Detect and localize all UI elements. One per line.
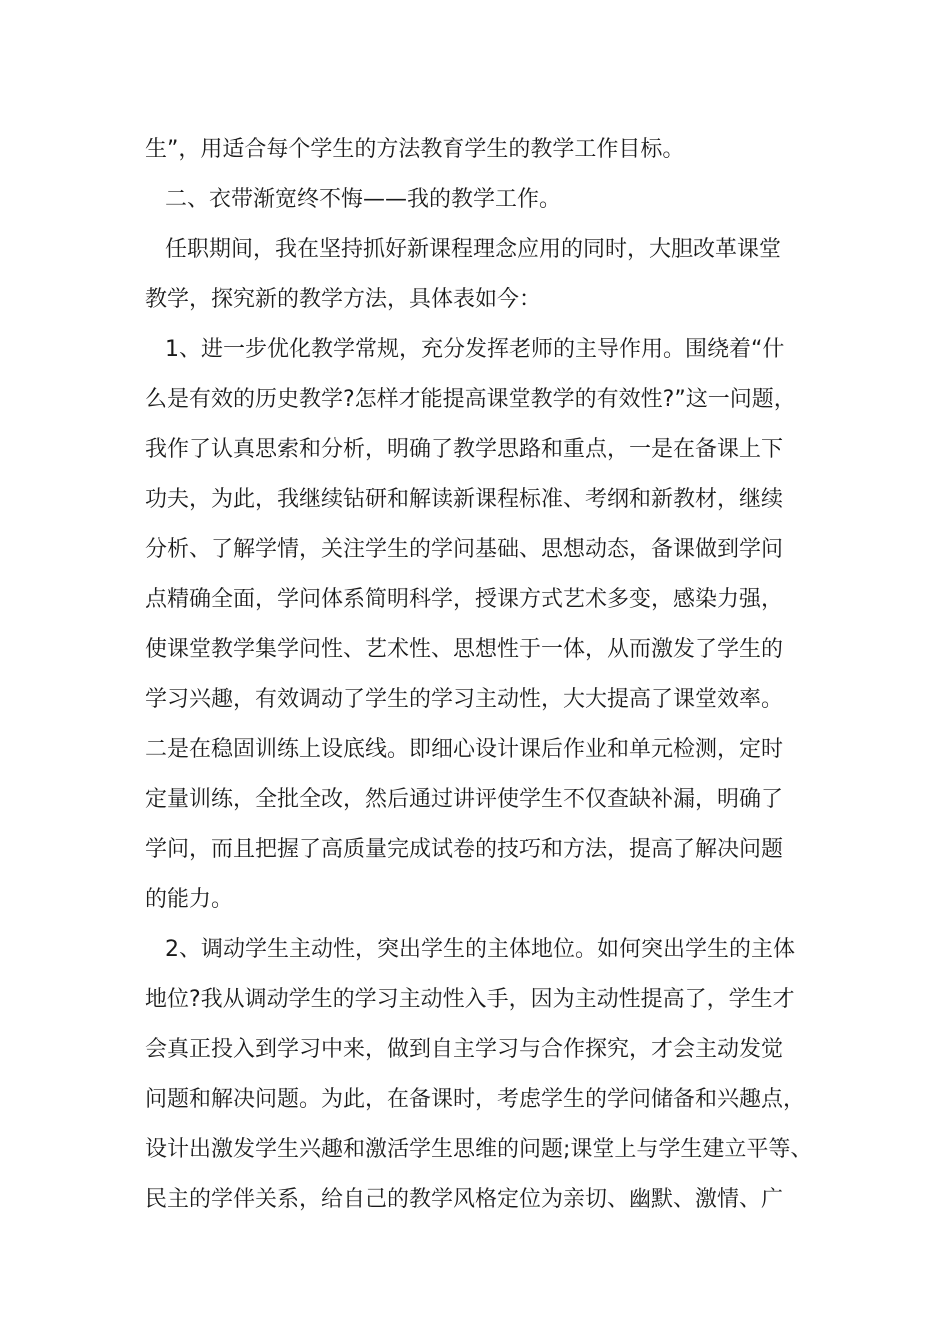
text-line-4: 教学，探究新的教学方法，具体表如今： xyxy=(145,287,542,312)
text-line-3: 任职期间，我在坚持抓好新课程理念应用的同时，大胆改革课堂 xyxy=(165,237,782,262)
text-line-15: 学问，而且把握了高质量完成试卷的技巧和方法，提高了解决问题 xyxy=(145,837,784,862)
text-line-12: 学习兴趣，有效调动了学生的学习主动性，大大提高了课堂效率。 xyxy=(145,687,784,712)
text-line-5: 1、进一步优化教学常规，充分发挥老师的主导作用。围绕着“什 xyxy=(165,337,785,362)
text-line-6: 么是有效的历史教学?怎样才能提高课堂教学的有效性?”这一问题， xyxy=(145,387,796,412)
text-line-18: 地位?我从调动学生的学习主动性入手，因为主动性提高了，学生才 xyxy=(145,987,795,1012)
text-line-8: 功夫，为此，我继续钻研和解读新课程标准、考纲和新教材，继续 xyxy=(145,487,784,512)
text-line-14: 定量训练，全批全改，然后通过讲评使学生不仅查缺补漏，明确了 xyxy=(145,787,784,812)
text-line-13: 二是在稳固训练上设底线。即细心设计课后作业和单元检测，定时 xyxy=(145,737,784,762)
text-line-16: 的能力。 xyxy=(145,887,234,912)
text-line-22: 民主的学伴关系，给自己的教学风格定位为亲切、幽默、激情、广 xyxy=(145,1187,784,1212)
text-line-21: 设计出激发学生兴趣和激活学生思维的问题;课堂上与学生建立平等、 xyxy=(145,1137,813,1162)
text-line-17: 2、调动学生主动性，突出学生的主体地位。如何突出学生的主体 xyxy=(165,937,795,962)
text-line-9: 分析、了解学情，关注学生的学问基础、思想动态，备课做到学问 xyxy=(145,537,784,562)
text-line-10: 点精确全面，学问体系简明科学，授课方式艺术多变，感染力强， xyxy=(145,587,784,612)
text-line-7: 我作了认真思索和分析，明确了教学思路和重点，一是在备课上下 xyxy=(145,437,784,462)
text-line-11: 使课堂教学集学问性、艺术性、思想性于一体，从而激发了学生的 xyxy=(145,637,784,662)
section-heading: 二、衣带渐宽终不悔——我的教学工作。 xyxy=(165,187,562,212)
text-line-19: 会真正投入到学习中来，做到自主学习与合作探究，才会主动发觉 xyxy=(145,1037,784,1062)
text-line-20: 问题和解决问题。为此，在备课时，考虑学生的学问储备和兴趣点， xyxy=(145,1087,806,1112)
text-line-1: 生”，用适合每个学生的方法教育学生的教学工作目标。 xyxy=(145,137,685,162)
